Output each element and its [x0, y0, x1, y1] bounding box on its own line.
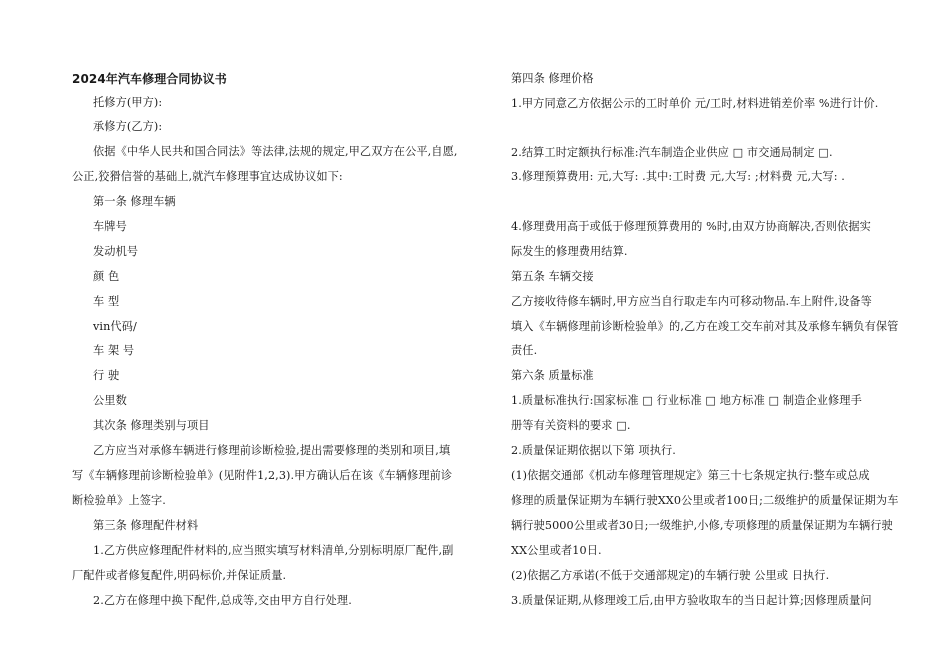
paragraph-line: 3.修理预算费用: 元,大写: .其中:工时费 元,大写: ;材料费 元,大写: .	[511, 170, 845, 183]
document-title: 2024年汽车修理合同协议书	[72, 72, 227, 86]
paragraph-line: 1.质量标准执行:国家标准 □ 行业标准 □ 地方标准 □ 制造企业修理手	[511, 394, 862, 407]
paragraph-line: 乙方应当对承修车辆进行修理前诊断检验,提出需要修理的类别和项目,填	[93, 444, 451, 457]
field-label-drive: 行 驶	[93, 369, 120, 382]
paragraph-line: 写《车辆修理前诊断检验单》(见附件1,2,3).甲方确认后在该《车辆修理前诊	[72, 469, 453, 482]
field-label-plate: 车牌号	[93, 220, 127, 233]
field-label-mileage: 公里数	[93, 394, 127, 407]
paragraph-line: 厂配件或者修复配件,明码标价,并保证质量.	[72, 569, 287, 582]
field-label-engine: 发动机号	[93, 245, 139, 258]
field-label-color: 颜 色	[93, 270, 120, 283]
section-heading-3: 第三条 修理配件材料	[93, 519, 199, 532]
paragraph-line: (2)依据乙方承诺(不低于交通部规定)的车辆行驶 公里或 日执行.	[511, 569, 830, 582]
paragraph-line: 册等有关资料的要求 □.	[511, 419, 631, 432]
paragraph-line: 责任.	[511, 344, 538, 357]
section-heading-4: 第四条 修理价格	[511, 72, 594, 85]
field-label-model: 车 型	[93, 295, 120, 308]
paragraph-line: 乙方接收待修车辆时,甲方应当自行取走车内可移动物品.车上附件,设备等	[511, 295, 872, 308]
paragraph-line: 2.质量保证期依据以下第 项执行.	[511, 444, 676, 457]
paragraph-line: 2.结算工时定额执行标准:汽车制造企业供应 □ 市交通局制定 □.	[511, 146, 833, 159]
paragraph-line: 断检验单》上签字.	[72, 494, 166, 507]
paragraph-line: 1.甲方同意乙方依据公示的工时单价 元/工时,材料进销差价率 %进行计价.	[511, 97, 879, 110]
paragraph-line: 修理的质量保证期为车辆行驶XX0公里或者100日;二级维护的质量保证期为车	[511, 494, 899, 507]
paragraph-line: 4.修理费用高于或低于修理预算费用的 %时,由双方协商解决,否则依据实	[511, 220, 871, 233]
section-heading-6: 第六条 质量标准	[511, 369, 594, 382]
field-label-vin: vin代码/	[93, 320, 137, 333]
paragraph-line: 3.质量保证期,从修理竣工后,由甲方验收取车的当日起计算;因修理质量问	[511, 594, 872, 607]
party-b-line: 承修方(乙方):	[93, 120, 163, 133]
paragraph-line: 1.乙方供应修理配件材料的,应当照实填写材料清单,分别标明原厂配件,副	[93, 544, 454, 557]
section-heading-5: 第五条 车辆交接	[511, 270, 594, 283]
paragraph-line: XX公里或者10日.	[511, 544, 602, 557]
paragraph-line: 公正,狡猾信誉的基础上,就汽车修理事宜达成协议如下:	[72, 170, 343, 183]
paragraph-line: 辆行驶5000公里或者30日;一级维护,小修,专项修理的质量保证期为车辆行驶	[511, 519, 893, 532]
paragraph-line: (1)依据交通部《机动车修理管理规定》第三十七条规定执行:整车或总成	[511, 469, 870, 482]
party-a-line: 托修方(甲方):	[93, 96, 163, 109]
section-heading-1: 第一条 修理车辆	[93, 195, 176, 208]
field-label-frame: 车 架 号	[93, 344, 135, 357]
section-heading-2: 其次条 修理类别与项目	[93, 419, 210, 432]
paragraph-line: 际发生的修理费用结算.	[511, 245, 628, 258]
paragraph-line: 依据《中华人民共和国合同法》等法律,法规的规定,甲乙双方在公平,自愿,	[93, 145, 458, 158]
paragraph-line: 2.乙方在修理中换下配件,总成等,交由甲方自行处理.	[93, 594, 352, 607]
paragraph-line: 填入《车辆修理前诊断检验单》的,乙方在竣工交车前对其及承修车辆负有保管	[511, 320, 899, 333]
